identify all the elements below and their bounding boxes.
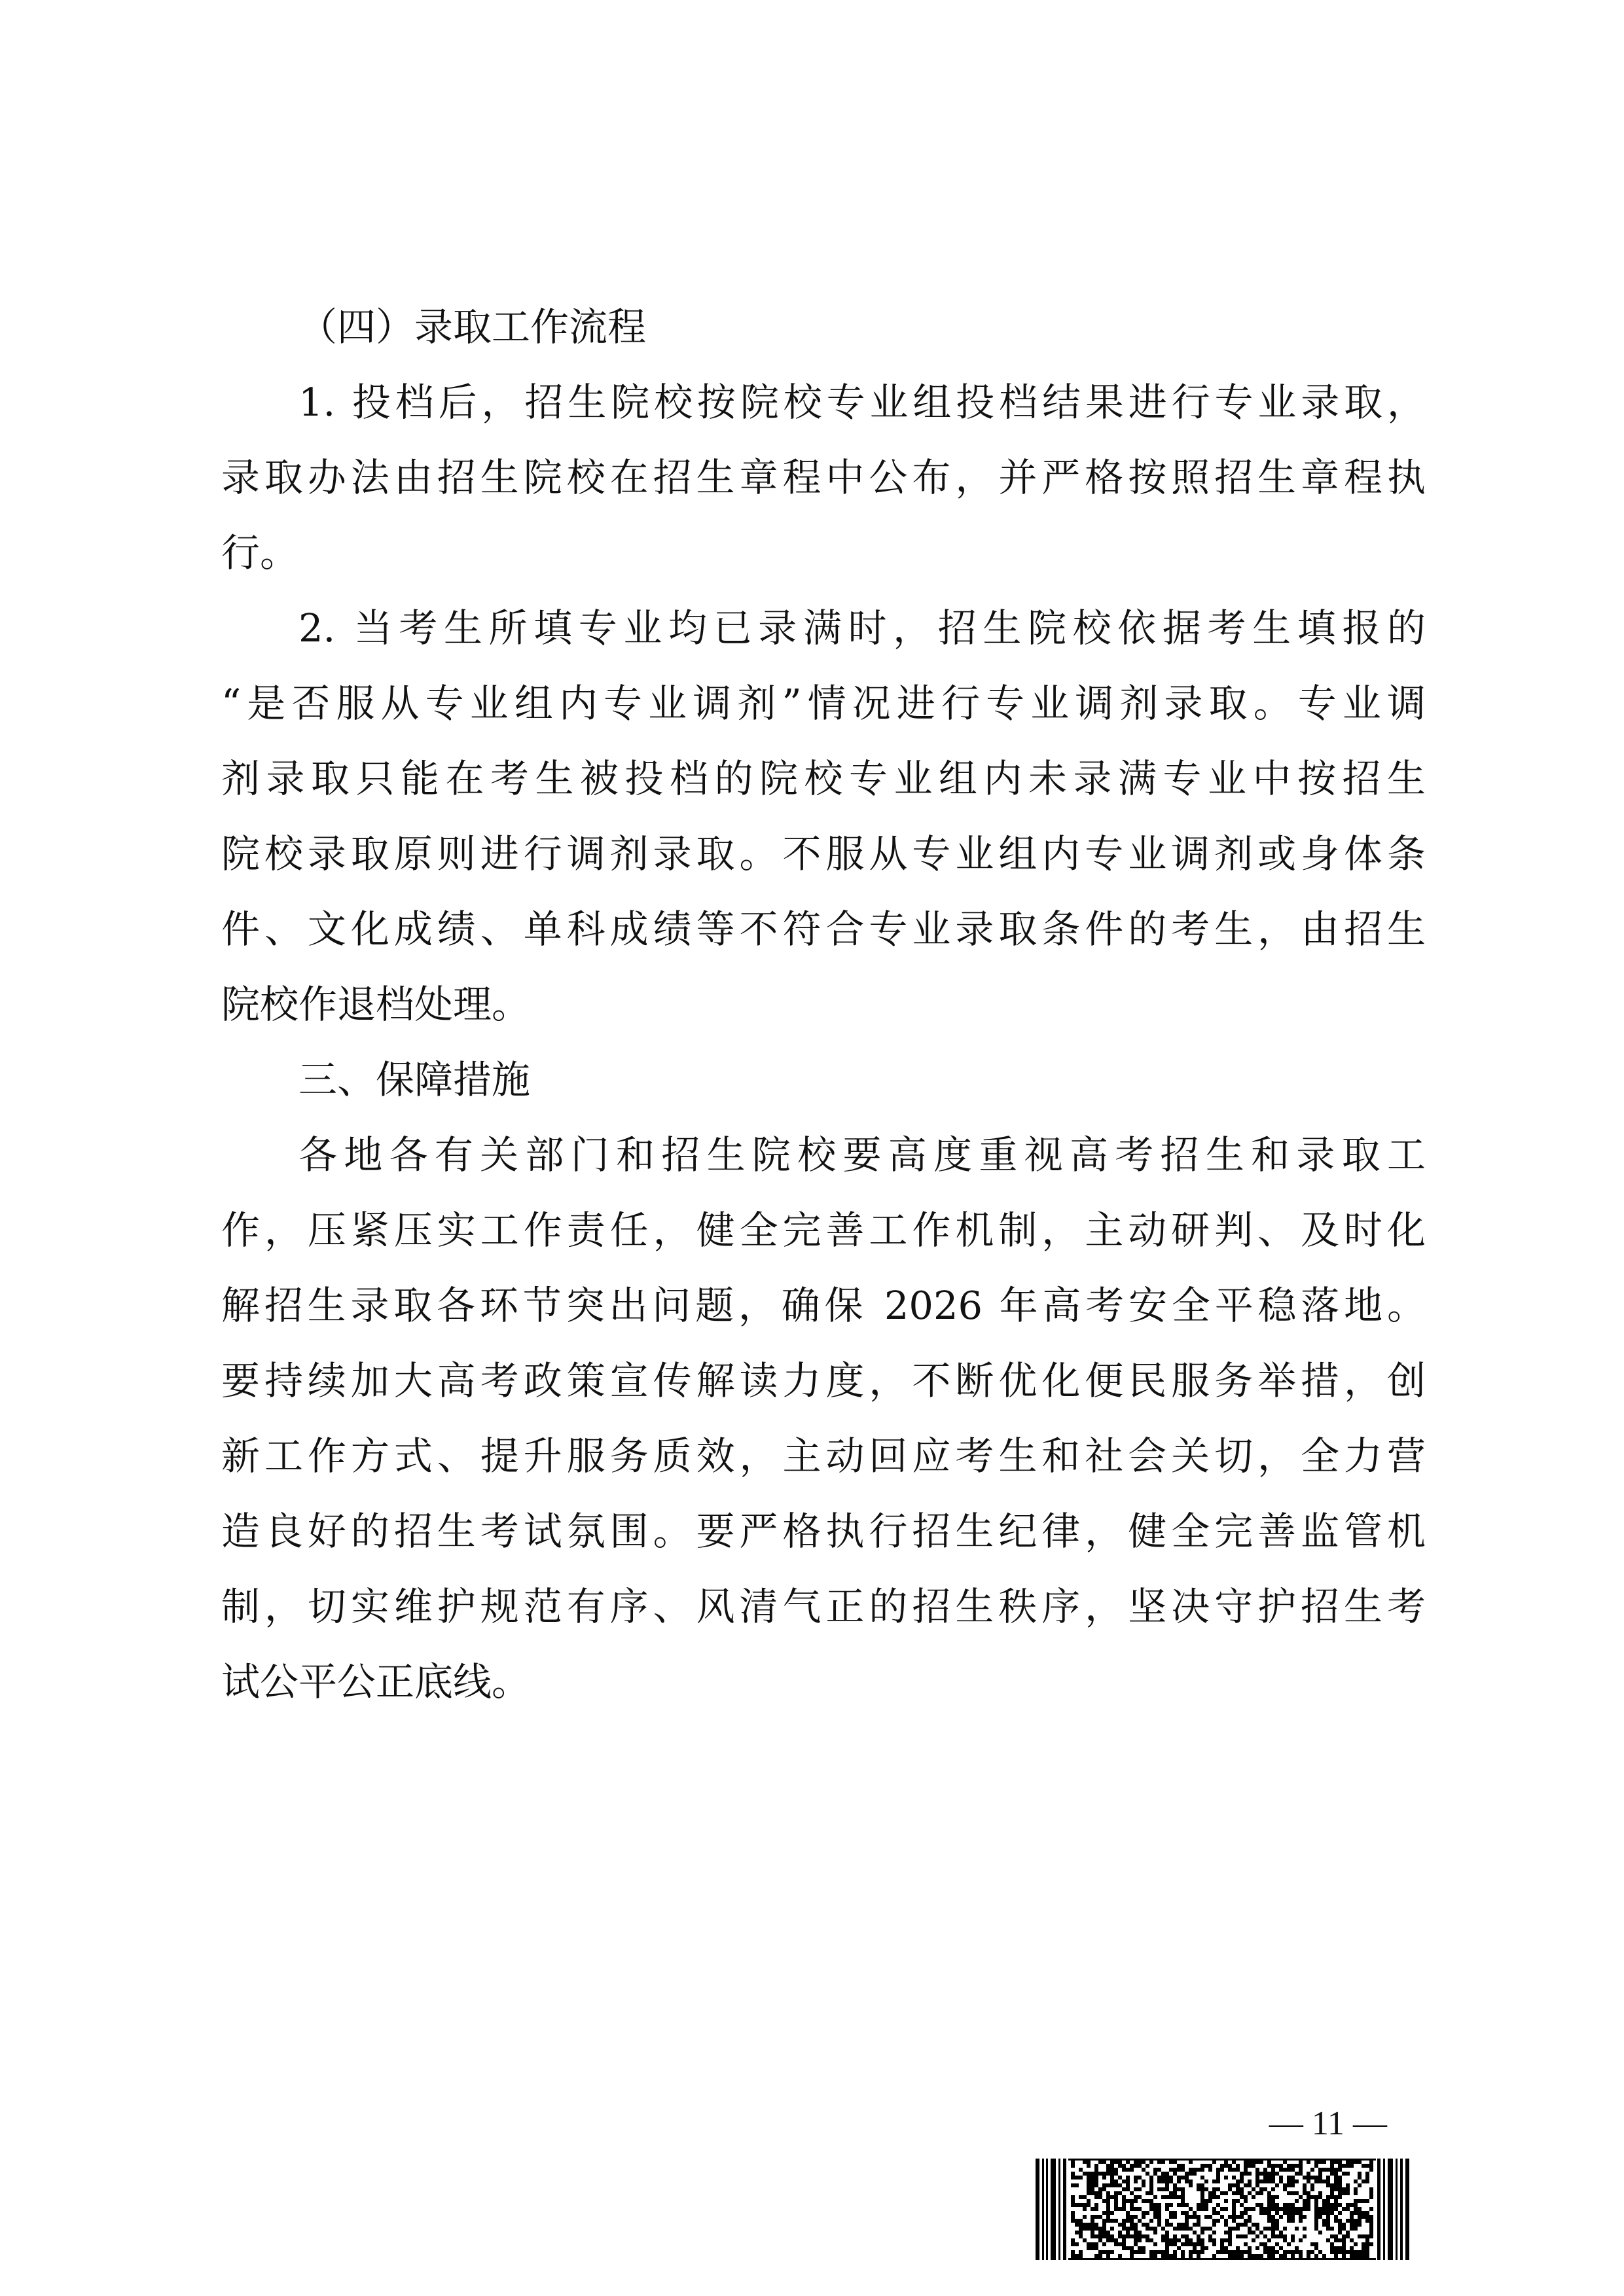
body-text-line: 件、文化成绩、单科成绩等不符合专业录取条件的考生，由招生	[221, 906, 1426, 952]
body-text-line: 要持续加大高考政策宣传解读力度，不断优化便民服务举措，创	[221, 1358, 1426, 1403]
body-text-line: 行。	[221, 530, 299, 575]
body-text-line: “是否服从专业组内专业调剂”情况进行专业调剂录取。专业调	[221, 681, 1426, 726]
document-body	[221, 289, 1426, 1719]
body-text-line: 新工作方式、提升服务质效，主动回应考生和社会关切，全力营	[221, 1433, 1426, 1479]
body-text-line: 造良好的招生考试氛围。要严格执行招生纪律，健全完善监管机	[221, 1509, 1426, 1554]
barcode-icon	[1036, 2159, 1409, 2260]
body-text-line: 试公平公正底线。	[221, 1659, 531, 1704]
body-text-line: 录取办法由招生院校在招生章程中公布，并严格按照招生章程执	[221, 455, 1426, 500]
body-text-line: 院校录取原则进行调剂录取。不服从专业组内专业调剂或身体条	[221, 831, 1426, 876]
subsection-heading: （四）录取工作流程	[298, 304, 647, 350]
body-text-line: 院校作退档处理。	[221, 982, 531, 1027]
body-text-line: 解招生录取各环节突出问题，确保 2026 年高考安全平稳落地。	[221, 1283, 1426, 1328]
body-text-line: 剂录取只能在考生被投档的院校专业组内未录满专业中按招生	[221, 756, 1426, 801]
body-text-line: 2. 当考生所填专业均已录满时，招生院校依据考生填报的	[298, 605, 1426, 651]
body-text-line: 各地各有关部门和招生院校要高度重视高考招生和录取工	[298, 1132, 1426, 1177]
body-text-line: 作，压紧压实工作责任，健全完善工作机制，主动研判、及时化	[221, 1208, 1426, 1253]
section-heading: 三、保障措施	[298, 1057, 531, 1102]
page-number: — 11 —	[1269, 2105, 1387, 2142]
body-text-line: 制，切实维护规范有序、风清气正的招生秩序，坚决守护招生考	[221, 1584, 1426, 1629]
body-text-line: 1. 投档后，招生院校按院校专业组投档结果进行专业录取，	[298, 380, 1426, 425]
